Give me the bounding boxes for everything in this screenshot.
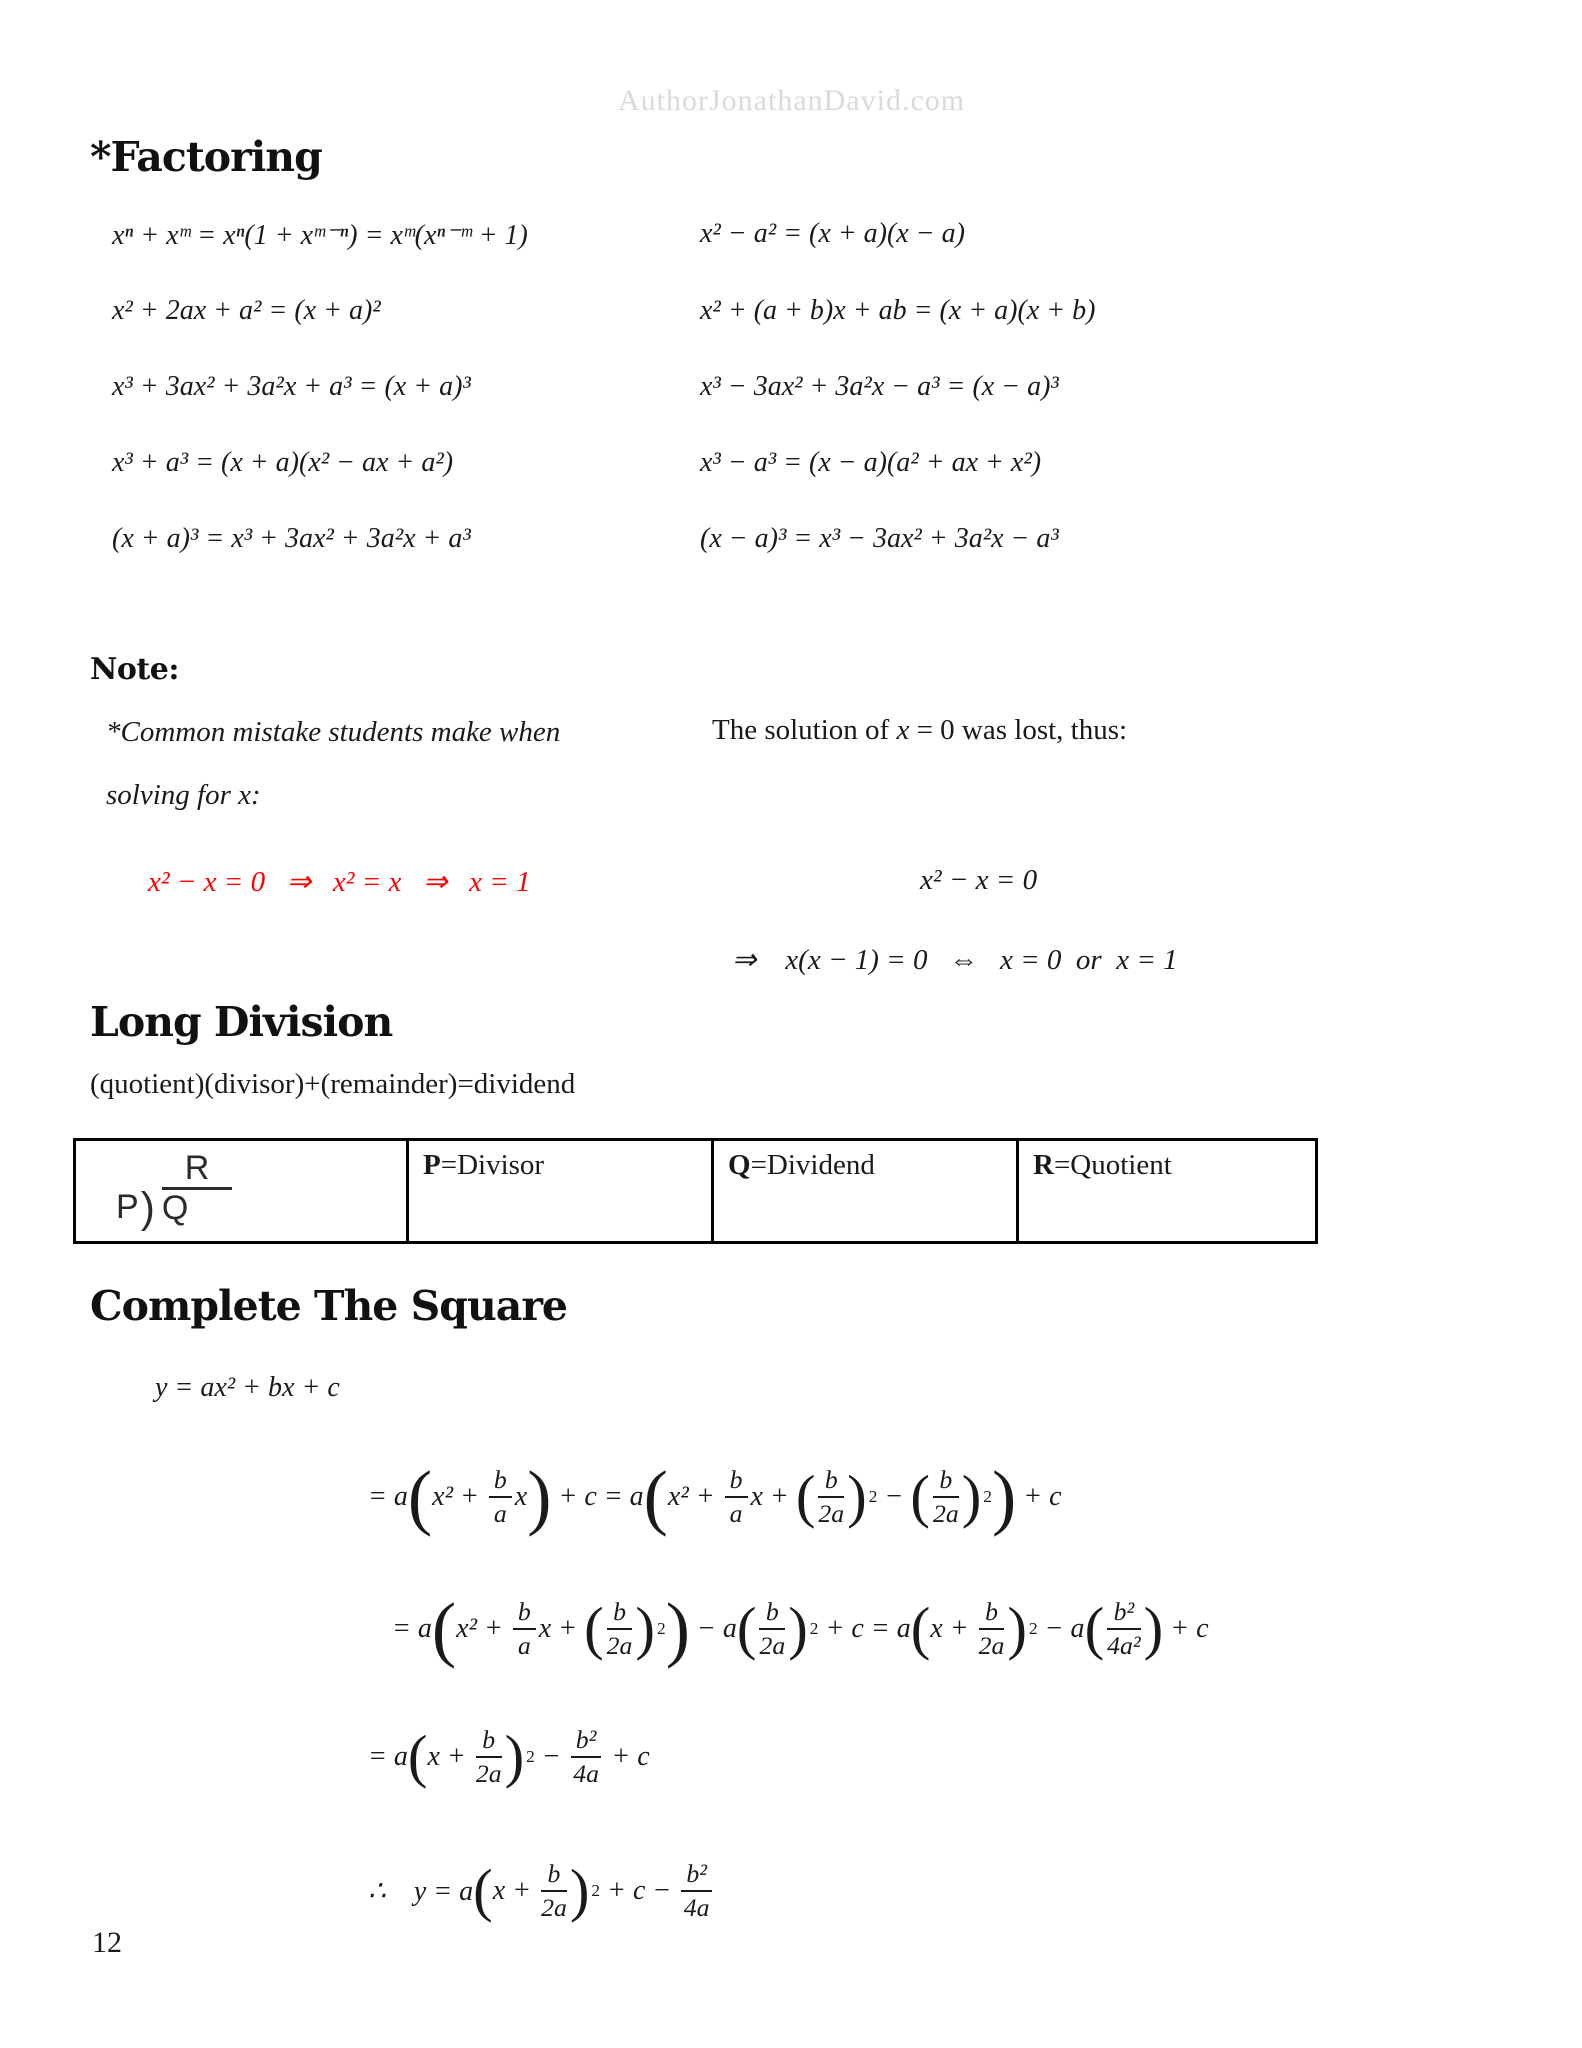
formula: x² − a² = (x + a)(x − a) (700, 218, 965, 249)
formula: x² + (a + b)x + ab = (x + a)(x + b) (700, 295, 1096, 326)
long-division-symbol (116, 1149, 232, 1232)
factoring-row (112, 523, 1512, 555)
factoring-row (112, 447, 1512, 479)
watermark: AuthorJonathanDavid.com (618, 84, 966, 117)
cell-text: =Dividend (750, 1149, 875, 1181)
page-number: 12 (92, 1926, 122, 1959)
factoring-row (112, 371, 1512, 403)
section-title-complete-square: Complete The Square (90, 1282, 568, 1330)
mistake-formula: x² − x = 0 ⇒ x² = x ⇒ x = 1 (148, 866, 531, 898)
cell-text: =Divisor (440, 1149, 545, 1181)
derivation-line-2: = a ( x² + b a x + ( b 2a ) 2 ) − a ( b 2a ) 2 + c = a ( x + b 2a ) 2 − a ( b² 4a² ) + c (392, 1588, 1209, 1669)
formula: x² + 2ax + a² = (x + a)² (112, 295, 381, 326)
formula: x³ − a³ = (x − a)(a² + ax + x²) (700, 447, 1042, 478)
table-cell-divisor (406, 1141, 711, 1241)
note-right-caption: The solution of x = 0 was lost, thus: (712, 714, 1128, 746)
formula: x³ + a³ = (x + a)(x² − ax + a²) (112, 447, 454, 478)
division-divisor-letter: P (116, 1187, 139, 1226)
table-cell-symbol (76, 1141, 406, 1241)
note-caption-line1: *Common mistake students make when (106, 716, 561, 748)
cell-letter: P (423, 1149, 441, 1181)
correct-step-1: x² − x = 0 (920, 864, 1038, 896)
formula: (x + a)³ = x³ + 3ax² + 3a²x + a³ (112, 523, 471, 554)
formula: x³ − 3ax² + 3a²x − a³ = (x − a)³ (700, 371, 1059, 402)
section-title-factoring: *Factoring (90, 133, 322, 181)
cell-letter: R (1033, 1149, 1054, 1181)
table-cell-dividend (711, 1141, 1016, 1241)
derivation-line-3: = a ( x + b 2a ) 2 − b² 4a + c (368, 1724, 650, 1789)
formula: x³ + 3ax² + 3a²x + a³ = (x + a)³ (112, 371, 471, 402)
note-caption-line2: solving for x: (106, 779, 261, 811)
correct-step-2: ⇒ x(x − 1) = 0 ⇔ x = 0 or x = 1 (732, 944, 1178, 976)
derivation-line-1: = a ( x² + b a x ) + c = a ( x² + b a x + ( b 2a ) 2 − ( b 2a ) 2 ) + c (368, 1456, 1062, 1537)
formula: (x − a)³ = x³ − 3ax² + 3a²x − a³ (700, 523, 1059, 554)
factoring-row (112, 218, 1512, 252)
division-quotient-letter: R (162, 1151, 232, 1190)
long-division-table (73, 1138, 1318, 1244)
factoring-row (112, 295, 1512, 327)
cell-text: =Quotient (1053, 1149, 1172, 1181)
division-dividend-letter: Q (161, 1188, 189, 1227)
formula: xⁿ + xᵐ = xⁿ(1 + xᵐ⁻ⁿ) = xᵐ(xⁿ⁻ᵐ + 1) (112, 220, 528, 251)
derivation-line-4: ∴ y = a ( x + b 2a ) 2 + c − b² 4a (368, 1836, 715, 1946)
division-bracket-icon: ) (140, 1184, 155, 1232)
long-division-identity: (quotient)(divisor)+(remainder)=dividend (90, 1068, 576, 1100)
table-cell-quotient (1016, 1141, 1315, 1241)
cell-letter: Q (728, 1149, 751, 1181)
quadratic-start: y = ax² + bx + c (155, 1372, 340, 1403)
note-title: Note: (90, 652, 179, 687)
section-title-long-division: Long Division (90, 998, 393, 1046)
